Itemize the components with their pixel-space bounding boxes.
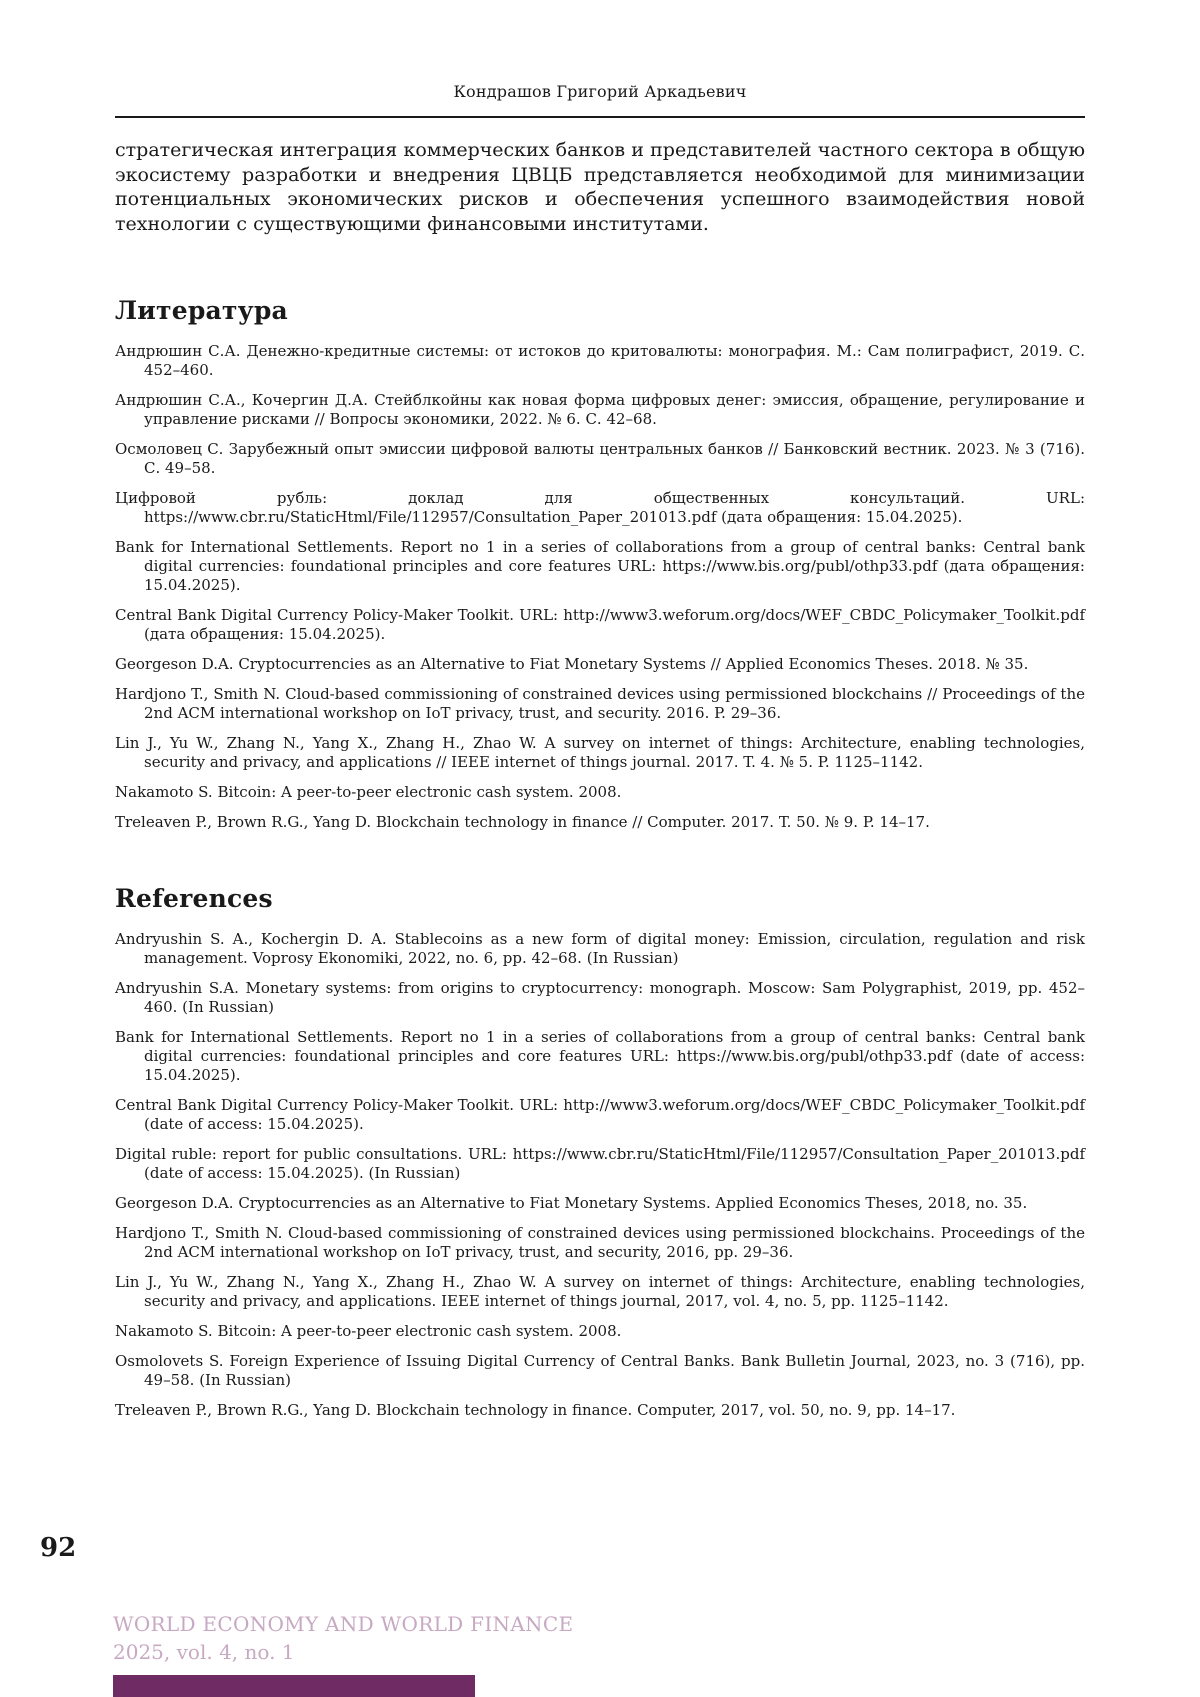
reference-item: Andryushin S.A. Monetary systems: from origins to cryptocurrency: monograph. Moscow: Sam Polygraphist, 2019, pp. 452–460. (In Russian) (115, 979, 1085, 1016)
reference-item: Осмоловец С. Зарубежный опыт эмиссии цифровой валюты центральных банков // Банковский вестник. 2023. № 3 (716). С. 49–58. (115, 440, 1085, 477)
reference-item: Hardjono T., Smith N. Cloud-based commissioning of constrained devices using permissioned blockchains. Proceedings of the 2nd ACM international workshop on IoT privacy, trust, and security, 2016, pp. 29–36. (115, 1224, 1085, 1261)
footer-accent-bar (113, 1675, 475, 1697)
literature-list (115, 342, 1085, 843)
running-head: Кондрашов Григорий Аркадьевич (453, 82, 747, 101)
literature-heading: Литература (115, 296, 288, 325)
references-heading: References (115, 884, 273, 913)
header-rule (115, 116, 1085, 118)
reference-item: Georgeson D.A. Cryptocurrencies as an Alternative to Fiat Monetary Systems // Applied Economics Theses. 2018. № 35. (115, 655, 1029, 673)
body-paragraph: стратегическая интеграция коммерческих банков и представителей частного сектора в общую экосистему разработки и внедрения ЦВЦБ представляется необходимой для минимизации потенциальных экономических рисков и обеспечения успешного взаимодействия новой технологии с существующими финансовыми институтами. (115, 139, 1085, 235)
references-list (115, 930, 1085, 1431)
reference-item: Treleaven P., Brown R.G., Yang D. Blockchain technology in finance. Computer, 2017, vol. 50, no. 9, pp. 14–17. (115, 1401, 956, 1419)
reference-item: Osmolovets S. Foreign Experience of Issuing Digital Currency of Central Banks. Bank Bulletin Journal, 2023, no. 3 (716), pp. 49–58. (In Russian) (115, 1352, 1085, 1389)
journal-name: WORLD ECONOMY AND WORLD FINANCE (113, 1612, 574, 1636)
reference-item: Андрюшин С.А., Кочергин Д.А. Стейблкойны как новая форма цифровых денег: эмиссия, обращение, регулирование и управление рисками // Вопросы экономики, 2022. № 6. С. 42–68. (115, 391, 1085, 428)
reference-item: Treleaven P., Brown R.G., Yang D. Blockchain technology in finance // Computer. 2017. T. 50. № 9. P. 14–17. (115, 813, 930, 831)
reference-item: Андрюшин С.А. Денежно-кредитные системы: от истоков до критовалюты: монография. М.: Сам полиграфист, 2019. С. 452–460. (115, 342, 1085, 379)
reference-item: Nakamoto S. Bitcoin: A peer-to-peer electronic cash system. 2008. (115, 1322, 622, 1340)
reference-item: Цифровой рубль: доклад для общественных консультаций. URL: https://www.cbr.ru/StaticHtml/File/112957/Consultation_Paper_201013.pdf (дата обращения: 15.04.2025). (115, 489, 1085, 526)
reference-item: Central Bank Digital Currency Policy-Maker Toolkit. URL: http://www3.weforum.org/docs/WEF_CBDC_Policymaker_Toolkit.pdf (date of access: 15.04.2025). (115, 1096, 1085, 1133)
reference-item: Andryushin S. A., Kochergin D. A. Stablecoins as a new form of digital money: Emission, circulation, regulation and risk management. Voprosy Ekonomiki, 2022, no. 6, pp. 42–68. (In Russian) (115, 930, 1085, 967)
reference-item: Hardjono T., Smith N. Cloud-based commissioning of constrained devices using permissioned blockchains // Proceedings of the 2nd ACM international workshop on IoT privacy, trust, and security. 2016. P. 29–36. (115, 685, 1085, 722)
reference-item: Lin J., Yu W., Zhang N., Yang X., Zhang H., Zhao W. A survey on internet of things: Architecture, enabling technologies, security and privacy, and applications // IEEE internet of things journal. 2017. T. 4. № 5. P. 1125–1142. (115, 734, 1085, 771)
page-number: 92 (40, 1533, 77, 1563)
journal-issue: 2025, vol. 4, no. 1 (113, 1640, 295, 1664)
reference-item: Bank for International Settlements. Report no 1 in a series of collaborations from a group of central banks: Central bank digital currencies: foundational principles and core features URL: https://www.bis.org/publ/othp33.pdf (дата обращения: 15.04.2025). (115, 538, 1085, 594)
reference-item: Lin J., Yu W., Zhang N., Yang X., Zhang H., Zhao W. A survey on internet of things: Architecture, enabling technologies, security and privacy, and applications. IEEE internet of things journal, 2017, vol. 4, no. 5, pp. 1125–1142. (115, 1273, 1085, 1310)
reference-item: Nakamoto S. Bitcoin: A peer-to-peer electronic cash system. 2008. (115, 783, 622, 801)
reference-item: Digital ruble: report for public consultations. URL: https://www.cbr.ru/StaticHtml/File/112957/Consultation_Paper_201013.pdf (date of access: 15.04.2025). (In Russian) (115, 1145, 1085, 1182)
reference-item: Georgeson D.A. Cryptocurrencies as an Alternative to Fiat Monetary Systems. Applied Economics Theses, 2018, no. 35. (115, 1194, 1028, 1212)
reference-item: Bank for International Settlements. Report no 1 in a series of collaborations from a group of central banks: Central bank digital currencies: foundational principles and core features URL: https://www.bis.org/publ/othp33.pdf (date of access: 15.04.2025). (115, 1028, 1085, 1084)
reference-item: Central Bank Digital Currency Policy-Maker Toolkit. URL: http://www3.weforum.org/docs/WEF_CBDC_Policymaker_Toolkit.pdf (дата обращения: 15.04.2025). (115, 606, 1085, 643)
